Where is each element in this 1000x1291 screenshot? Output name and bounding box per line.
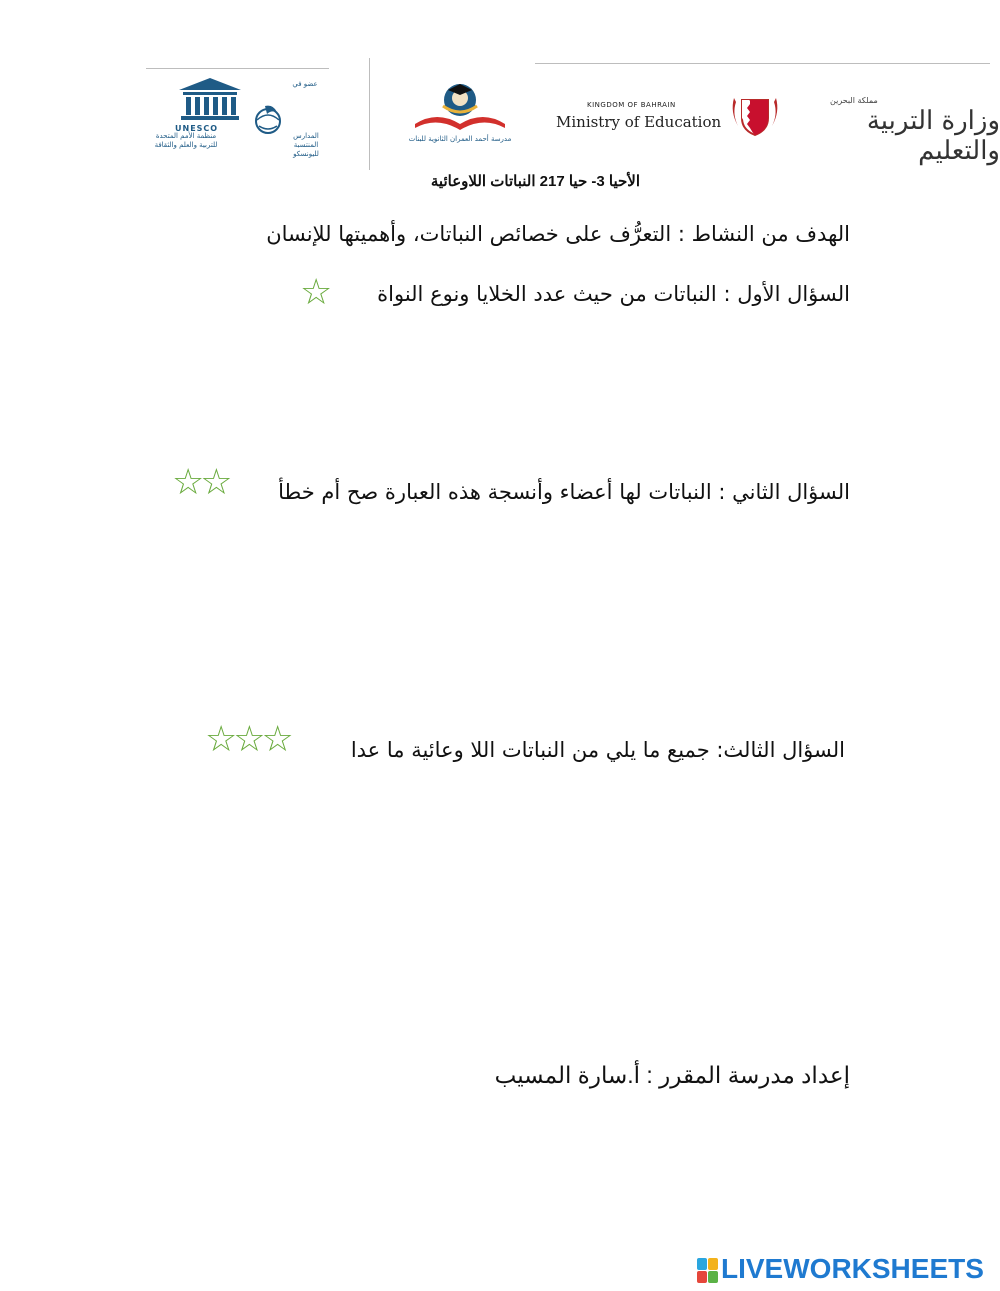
difficulty-star-icon: ☆: [300, 272, 329, 313]
dove-globe-icon: [251, 102, 285, 136]
liveworksheets-brand[interactable]: LIVEWORKSHEETS: [721, 1253, 984, 1284]
bahrain-emblem-icon: [730, 92, 780, 138]
author-credit: إعداد مدرسة المقرر : أ.سارة المسيب: [494, 1062, 850, 1088]
school-caption: مدرسة أحمد العمران الثانوية للبنات: [408, 135, 512, 143]
liveworksheets-logo-icon: [697, 1258, 719, 1284]
unesco-temple-icon: [175, 76, 245, 122]
header-divider: [369, 58, 370, 170]
unesco-aspnet-label: المدارس المنتسبة لليونسكو: [293, 132, 319, 158]
ministry-kingdom-ar: مملكة البحرين: [830, 96, 878, 105]
kingdom-label: KINGDOM OF BAHRAIN: [587, 101, 676, 109]
unesco-word: UNESCO: [175, 124, 219, 133]
question-3: السؤال الثالث: جميع ما يلي من النباتات اللا وعائية ما عدا: [350, 738, 845, 762]
question-2: السؤال الثاني : النباتات لها أعضاء وأنسجة هذه العبارة صح أم خطأ: [278, 480, 850, 504]
unesco-logo: [147, 76, 327, 166]
unesco-org-label: منظمة الأمم المتحدة للتربية والعلم والثقافة: [154, 132, 218, 149]
activity-goal: الهدف من النشاط : التعرُّف على خصائص النباتات، وأهميتها للإنسان: [266, 222, 850, 246]
question-1: السؤال الأول : النباتات من حيث عدد الخلايا ونوع النواة: [377, 282, 850, 306]
difficulty-stars-icon: ☆☆☆: [205, 719, 290, 760]
header-rule-left: [146, 68, 329, 69]
difficulty-stars-icon: ☆☆: [172, 462, 229, 503]
unesco-member-label: عضو في: [292, 80, 318, 88]
ministry-name-ar: وزارة التربية والتعليم: [866, 106, 1000, 166]
ministry-name: Ministry of Education: [556, 113, 722, 131]
book-graduate-icon: [405, 80, 515, 136]
school-logo: [405, 80, 515, 150]
header-rule-right: [535, 63, 990, 64]
worksheet-title: الأحيا 3- حيا 217 النباتات اللاوعائية: [430, 173, 640, 190]
